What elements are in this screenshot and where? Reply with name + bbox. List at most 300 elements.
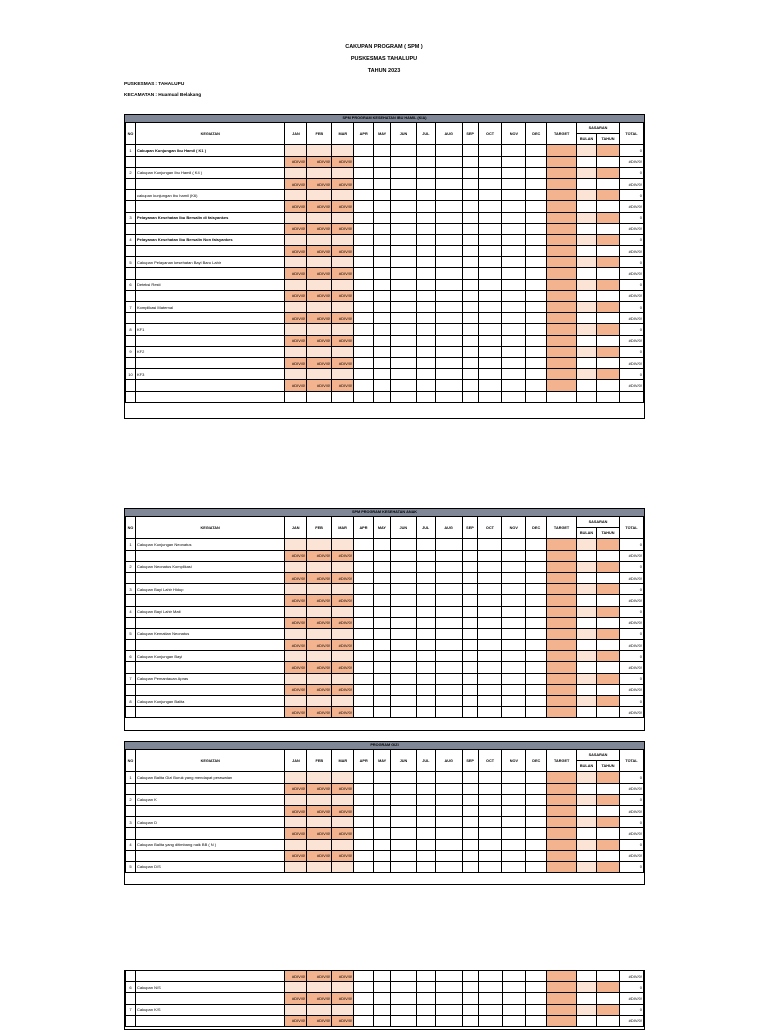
- target-cell: [547, 212, 577, 223]
- month-value: [462, 572, 478, 583]
- total-cell: #DIV/0!: [619, 783, 643, 794]
- month-value: [478, 335, 502, 346]
- row-number: [126, 223, 136, 234]
- row-number: [126, 850, 136, 861]
- month-value: [435, 313, 462, 324]
- month-value: [332, 794, 354, 805]
- month-value: [285, 279, 307, 290]
- month-value: [478, 380, 502, 391]
- table-row-values: [126, 268, 644, 279]
- month-value: #DIV/0!: [285, 268, 307, 279]
- month-value: [502, 850, 526, 861]
- month-value: [462, 369, 478, 380]
- month-value: [354, 839, 374, 850]
- month-value: [462, 850, 478, 861]
- total-cell: #DIV/0!: [619, 1015, 643, 1026]
- month-value: [374, 783, 391, 794]
- month-value: [435, 550, 462, 561]
- column-header-tahun: TAHUN: [597, 528, 620, 539]
- month-value: [373, 651, 390, 662]
- target-cell: [547, 572, 577, 583]
- total-cell: 0: [619, 346, 643, 357]
- total-cell: #DIV/0!: [619, 617, 643, 628]
- month-value: [435, 850, 462, 861]
- sasaran-bulan-cell: [577, 828, 597, 839]
- month-value: [390, 550, 416, 561]
- month-value: [502, 246, 526, 257]
- activity-name: [135, 201, 284, 212]
- month-value: #DIV/0!: [285, 290, 307, 301]
- row-number: 5: [126, 628, 136, 639]
- month-value: #DIV/0!: [307, 223, 332, 234]
- month-value: [354, 279, 374, 290]
- column-header-month: JAN: [285, 517, 307, 539]
- month-value: #DIV/0!: [332, 223, 354, 234]
- month-value: [307, 346, 332, 357]
- total-cell: 0: [619, 279, 643, 290]
- activity-name: Cakupan Kunjungan Ibu Hamil ( K4 ): [135, 167, 284, 178]
- total-cell: #DIV/0!: [619, 335, 643, 346]
- month-value: [390, 539, 416, 550]
- total-cell: #DIV/0!: [619, 662, 643, 673]
- month-value: [526, 561, 547, 572]
- month-value: [354, 156, 374, 167]
- section-gizi-sheet: [124, 741, 645, 885]
- month-value: [462, 290, 478, 301]
- total-cell: 0: [619, 561, 643, 572]
- month-value: [462, 696, 478, 707]
- month-value: [416, 369, 435, 380]
- month-value: [307, 279, 332, 290]
- activity-name: [135, 617, 284, 628]
- month-value: #DIV/0!: [285, 313, 307, 324]
- month-value: [391, 805, 417, 816]
- month-value: [416, 279, 435, 290]
- total-cell: #DIV/0!: [619, 550, 643, 561]
- month-value: [373, 617, 390, 628]
- table-row: [126, 772, 644, 783]
- month-value: [478, 696, 502, 707]
- month-value: [435, 201, 462, 212]
- month-value: #DIV/0!: [332, 156, 354, 167]
- month-value: [502, 584, 526, 595]
- activity-name: [135, 550, 284, 561]
- total-cell: #DIV/0!: [619, 828, 643, 839]
- month-value: [354, 380, 374, 391]
- month-value: [307, 539, 332, 550]
- total-cell: #DIV/0!: [619, 357, 643, 368]
- month-value: [462, 190, 478, 201]
- month-value: #DIV/0!: [332, 290, 354, 301]
- row-number: [126, 684, 136, 695]
- month-value: [462, 550, 478, 561]
- month-value: [502, 696, 526, 707]
- month-value: [307, 628, 332, 639]
- activity-name: [135, 156, 284, 167]
- month-value: [374, 156, 391, 167]
- month-value: [374, 234, 391, 245]
- month-value: [416, 696, 435, 707]
- month-value: [502, 313, 526, 324]
- month-value: [416, 628, 435, 639]
- row-number: 5: [126, 257, 136, 268]
- sasaran-tahun-cell: [597, 290, 620, 301]
- column-header-month: FEB: [307, 750, 332, 772]
- month-value: [354, 640, 374, 651]
- month-value: [354, 178, 374, 189]
- activity-name: Cakupan D: [135, 817, 284, 828]
- month-value: [526, 696, 547, 707]
- total-cell: #DIV/0!: [619, 201, 643, 212]
- month-value: [502, 651, 526, 662]
- month-value: [435, 673, 462, 684]
- month-value: #DIV/0!: [285, 993, 307, 1004]
- sasaran-bulan-cell: [577, 1004, 597, 1015]
- month-value: [332, 772, 354, 783]
- activity-name: Cakupan Bayi Lahir Mati: [135, 606, 284, 617]
- activity-name: [135, 380, 284, 391]
- month-value: [390, 684, 416, 695]
- month-value: [307, 651, 332, 662]
- table-row: [126, 982, 644, 993]
- month-value: #DIV/0!: [285, 1015, 307, 1026]
- month-value: [462, 971, 478, 982]
- column-header-month: MAR: [332, 123, 354, 145]
- month-value: [354, 982, 374, 993]
- sasaran-tahun-cell: [597, 673, 620, 684]
- month-value: [502, 156, 526, 167]
- total-cell: #DIV/0!: [619, 246, 643, 257]
- month-value: [416, 1015, 435, 1026]
- month-value: [391, 257, 417, 268]
- total-cell: #DIV/0!: [619, 268, 643, 279]
- month-value: [332, 839, 354, 850]
- month-value: [354, 145, 374, 156]
- blank-cell: [416, 391, 435, 402]
- month-value: [332, 346, 354, 357]
- month-value: [502, 628, 526, 639]
- month-value: [354, 628, 374, 639]
- month-value: [285, 1004, 307, 1015]
- month-value: [478, 1004, 502, 1015]
- blank-cell: [577, 391, 597, 402]
- total-cell: 0: [619, 212, 643, 223]
- target-cell: [547, 982, 577, 993]
- month-value: [478, 850, 502, 861]
- month-value: [354, 794, 374, 805]
- target-cell: [547, 850, 577, 861]
- sasaran-tahun-cell: [597, 539, 620, 550]
- month-value: [462, 673, 478, 684]
- month-value: [373, 673, 390, 684]
- month-value: [374, 839, 391, 850]
- month-value: [526, 357, 547, 368]
- sasaran-bulan-cell: [577, 246, 597, 257]
- sasaran-bulan-cell: [577, 772, 597, 783]
- month-value: [354, 212, 374, 223]
- month-value: [354, 707, 374, 718]
- month-value: [435, 707, 462, 718]
- sasaran-bulan-cell: [577, 839, 597, 850]
- month-value: [502, 335, 526, 346]
- month-value: [391, 346, 417, 357]
- row-number: 2: [126, 794, 136, 805]
- sasaran-bulan-cell: [577, 380, 597, 391]
- sasaran-bulan-cell: [577, 1015, 597, 1026]
- month-value: [391, 380, 417, 391]
- target-cell: [547, 684, 577, 695]
- month-value: [307, 839, 332, 850]
- table-row: [126, 212, 644, 223]
- month-value: [502, 1004, 526, 1015]
- month-value: [502, 993, 526, 1004]
- month-value: #DIV/0!: [307, 640, 332, 651]
- month-value: [416, 190, 435, 201]
- month-value: [374, 982, 391, 993]
- target-cell: [547, 279, 577, 290]
- month-value: [354, 190, 374, 201]
- month-value: [332, 1004, 354, 1015]
- month-value: [435, 817, 462, 828]
- month-value: [435, 257, 462, 268]
- month-value: [502, 805, 526, 816]
- month-value: [416, 335, 435, 346]
- table-row: [126, 369, 644, 380]
- puskesmas-value: : TAHALUPU: [155, 82, 185, 87]
- month-value: [391, 302, 417, 313]
- blank-cell: [547, 391, 577, 402]
- column-header-bulan: BULAN: [577, 134, 597, 145]
- month-value: #DIV/0!: [285, 640, 307, 651]
- total-cell: 0: [619, 673, 643, 684]
- month-value: [374, 279, 391, 290]
- month-value: [478, 302, 502, 313]
- target-cell: [547, 167, 577, 178]
- sasaran-tahun-cell: [597, 145, 620, 156]
- sasaran-tahun-cell: [597, 302, 620, 313]
- target-cell: [547, 369, 577, 380]
- target-cell: [547, 1004, 577, 1015]
- month-value: [390, 707, 416, 718]
- month-value: [332, 212, 354, 223]
- table-row: [126, 1004, 644, 1015]
- sasaran-tahun-cell: [597, 817, 620, 828]
- month-value: [502, 971, 526, 982]
- month-value: [307, 234, 332, 245]
- month-value: [354, 268, 374, 279]
- month-value: [526, 772, 547, 783]
- sasaran-tahun-cell: [597, 971, 620, 982]
- month-value: [462, 561, 478, 572]
- month-value: [462, 617, 478, 628]
- activity-name: Cakupan K/S: [135, 1004, 284, 1015]
- month-value: [354, 234, 374, 245]
- table-row: [126, 324, 644, 335]
- month-value: [502, 595, 526, 606]
- activity-name: [135, 572, 284, 583]
- month-value: [416, 828, 435, 839]
- total-cell: #DIV/0!: [619, 971, 643, 982]
- month-value: [390, 617, 416, 628]
- table-row-values: [126, 246, 644, 257]
- month-value: [391, 145, 417, 156]
- month-value: [391, 313, 417, 324]
- month-value: [435, 302, 462, 313]
- month-value: [502, 982, 526, 993]
- month-value: [526, 1015, 547, 1026]
- month-value: [478, 617, 502, 628]
- row-number: [126, 828, 136, 839]
- table-row-values: [126, 617, 644, 628]
- puskesmas-info: [124, 82, 184, 87]
- month-value: [374, 817, 391, 828]
- month-value: [391, 1004, 417, 1015]
- row-number: 4: [126, 606, 136, 617]
- month-value: [435, 772, 462, 783]
- month-value: [462, 302, 478, 313]
- blank-cell: [478, 391, 502, 402]
- month-value: [307, 369, 332, 380]
- month-value: #DIV/0!: [307, 246, 332, 257]
- month-value: #DIV/0!: [285, 201, 307, 212]
- sasaran-tahun-cell: [597, 156, 620, 167]
- activity-name: [135, 850, 284, 861]
- month-value: #DIV/0!: [307, 850, 332, 861]
- row-number: [126, 380, 136, 391]
- target-cell: [547, 313, 577, 324]
- month-value: [435, 380, 462, 391]
- section4-table: [125, 970, 644, 1027]
- column-header-month: AUG: [435, 123, 462, 145]
- month-value: [416, 817, 435, 828]
- row-number: [126, 335, 136, 346]
- month-value: [390, 651, 416, 662]
- sasaran-bulan-cell: [577, 673, 597, 684]
- month-value: [354, 201, 374, 212]
- month-value: [354, 346, 374, 357]
- total-cell: 0: [619, 257, 643, 268]
- month-value: [462, 279, 478, 290]
- month-value: [374, 145, 391, 156]
- blank-cell: [391, 391, 417, 402]
- row-number: 6: [126, 651, 136, 662]
- sasaran-tahun-cell: [597, 223, 620, 234]
- month-value: [374, 167, 391, 178]
- month-value: [373, 595, 390, 606]
- activity-name: [135, 993, 284, 1004]
- month-value: [435, 572, 462, 583]
- target-cell: [547, 539, 577, 550]
- month-value: [462, 167, 478, 178]
- row-number: [126, 783, 136, 794]
- month-value: [526, 707, 547, 718]
- month-value: #DIV/0!: [332, 617, 354, 628]
- month-value: [416, 783, 435, 794]
- month-value: [435, 324, 462, 335]
- month-value: [391, 357, 417, 368]
- month-value: [478, 794, 502, 805]
- month-value: [435, 651, 462, 662]
- month-value: [435, 246, 462, 257]
- table-row-values: [126, 290, 644, 301]
- month-value: [502, 550, 526, 561]
- month-value: [373, 640, 390, 651]
- sasaran-bulan-cell: [577, 234, 597, 245]
- month-value: #DIV/0!: [307, 572, 332, 583]
- month-value: [416, 640, 435, 651]
- month-value: [416, 662, 435, 673]
- month-value: [374, 772, 391, 783]
- month-value: [462, 246, 478, 257]
- column-header-month: OCT: [478, 517, 502, 539]
- sasaran-tahun-cell: [597, 982, 620, 993]
- sasaran-bulan-cell: [577, 684, 597, 695]
- table-row: [126, 190, 644, 201]
- month-value: [285, 145, 307, 156]
- target-cell: [547, 190, 577, 201]
- month-value: [354, 606, 374, 617]
- sasaran-bulan-cell: [577, 662, 597, 673]
- row-number: [126, 1015, 136, 1026]
- month-value: [435, 662, 462, 673]
- month-value: [526, 982, 547, 993]
- activity-name: [135, 662, 284, 673]
- month-value: [526, 805, 547, 816]
- month-value: [373, 550, 390, 561]
- month-value: [374, 268, 391, 279]
- month-value: [478, 313, 502, 324]
- month-value: [462, 539, 478, 550]
- month-value: [391, 817, 417, 828]
- sasaran-tahun-cell: [597, 651, 620, 662]
- month-value: [462, 595, 478, 606]
- blank-cell: [354, 391, 374, 402]
- table-row: [126, 673, 644, 684]
- total-cell: #DIV/0!: [619, 684, 643, 695]
- month-value: [354, 369, 374, 380]
- table-row-values: [126, 178, 644, 189]
- sasaran-bulan-cell: [577, 696, 597, 707]
- target-cell: [547, 861, 577, 872]
- sasaran-bulan-cell: [577, 190, 597, 201]
- blank-cell: [126, 391, 136, 402]
- activity-name: Cakupan Pelayanan kesehatan Bayi Baru Lahir: [135, 257, 284, 268]
- row-number: [126, 268, 136, 279]
- table-row-values: [126, 223, 644, 234]
- column-header-month: JUL: [416, 517, 435, 539]
- month-value: [435, 993, 462, 1004]
- total-cell: #DIV/0!: [619, 850, 643, 861]
- row-number: 6: [126, 982, 136, 993]
- target-cell: [547, 223, 577, 234]
- month-value: [354, 335, 374, 346]
- sasaran-bulan-cell: [577, 257, 597, 268]
- sasaran-tahun-cell: [597, 167, 620, 178]
- month-value: [526, 212, 547, 223]
- row-number: [126, 357, 136, 368]
- sasaran-bulan-cell: [577, 617, 597, 628]
- row-number: 3: [126, 584, 136, 595]
- sasaran-tahun-cell: [597, 850, 620, 861]
- month-value: [478, 539, 502, 550]
- month-value: [478, 662, 502, 673]
- month-value: [307, 1004, 332, 1015]
- month-value: [478, 1015, 502, 1026]
- month-value: #DIV/0!: [307, 971, 332, 982]
- row-number: 8: [126, 696, 136, 707]
- month-value: [435, 156, 462, 167]
- month-value: [354, 313, 374, 324]
